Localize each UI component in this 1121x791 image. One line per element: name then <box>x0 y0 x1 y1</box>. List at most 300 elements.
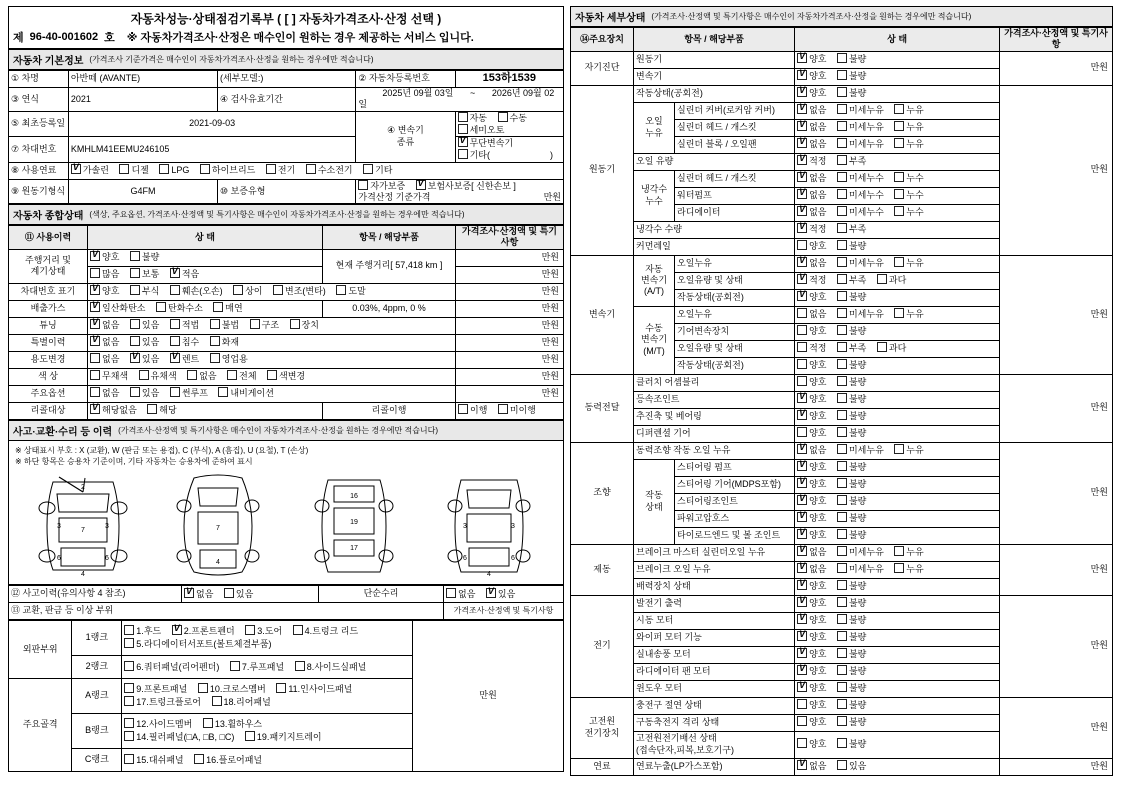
accident-yes[interactable]: 있음 <box>224 588 253 600</box>
shaft-bad[interactable]: 불량 <box>837 410 866 422</box>
section-basic-info <box>8 49 564 70</box>
at-level-high[interactable]: 과다 <box>877 274 906 286</box>
overall-col-state: 상 태 <box>88 226 323 250</box>
item-common-rail: 커먼레일 <box>634 238 795 255</box>
brake-oil-minor[interactable]: 미세누유 <box>837 563 884 575</box>
recall-notdone[interactable]: 미이행 <box>498 404 536 416</box>
booster-bad[interactable]: 불량 <box>837 580 866 592</box>
overall-col-use: ⑪ 사용이력 <box>9 226 88 250</box>
brake-oil-leak[interactable]: 누유 <box>894 563 923 575</box>
emission-hc[interactable]: 탄화수소 <box>156 302 203 314</box>
usechange-rent[interactable]: V 렌트 <box>170 353 199 365</box>
fuel-options <box>68 162 563 179</box>
odo-normal[interactable]: 보통 <box>130 268 159 280</box>
row-recall-label: 리콜대상 <box>9 402 88 419</box>
detail-col-state: 상 태 <box>795 28 1000 52</box>
item-clutch: 클러치 어셈블리 <box>634 374 795 391</box>
detail-col-item: 항목 / 해당부품 <box>634 28 795 52</box>
vin-altered[interactable]: 변조(변타) <box>273 285 326 297</box>
special-yes[interactable]: 있음 <box>130 336 159 348</box>
trans-opt-other[interactable]: 기타( ) <box>458 149 553 161</box>
rad-minor[interactable]: 미세누수 <box>837 206 884 218</box>
chg-oil-minor[interactable]: 미세누유 <box>837 121 884 133</box>
svg-text:6: 6 <box>56 554 61 562</box>
diff-good[interactable]: 양호 <box>797 427 826 439</box>
part-front-panel[interactable]: 9.프론트패널 <box>124 683 187 695</box>
tuning-illegal[interactable]: 불법 <box>210 319 239 331</box>
mt-gear-bad[interactable]: 불량 <box>837 325 866 337</box>
options-none[interactable]: 없음 <box>90 387 119 399</box>
common-rail-bad[interactable]: 불량 <box>837 240 866 252</box>
state-cyl-block-oilpan <box>795 136 1000 153</box>
item-charge-port-insulation: 충전구 절연 상태 <box>634 697 795 714</box>
first-reg-label: ⑤ 최초등록일 <box>9 111 69 137</box>
state-booster <box>795 578 1000 595</box>
bmc-leak[interactable]: 누유 <box>894 546 923 558</box>
transmission-options-row2 <box>455 137 563 163</box>
doc-no-suffix: 호 <box>104 32 115 44</box>
warranty-options <box>356 179 564 204</box>
odo-state-bad[interactable]: 불량 <box>130 251 159 263</box>
odo-state-good[interactable]: V양호 <box>90 251 119 263</box>
mt-level-ok[interactable]: 적정 <box>797 342 826 354</box>
item-wiper-motor: 와이퍼 모터 기능 <box>634 629 795 646</box>
recall-none[interactable]: V 해당없음 <box>90 404 137 416</box>
trans-opt-semiauto[interactable]: 세미오토 <box>458 124 505 136</box>
emission-smoke[interactable]: 매연 <box>213 302 242 314</box>
car-diagram-top <box>158 472 278 580</box>
chg-coolant-minor[interactable]: 미세누수 <box>837 172 884 184</box>
state-starter-motor <box>795 612 1000 629</box>
window-bad[interactable]: 불량 <box>837 682 866 694</box>
group-electric: 전기 <box>571 595 634 697</box>
at-op-bad[interactable]: 불량 <box>837 291 866 303</box>
state-charge-port-insulation <box>795 697 1000 714</box>
fan-bad[interactable]: 불량 <box>837 665 866 677</box>
mt-op-good[interactable]: 양호 <box>797 359 826 371</box>
item-tie-rod-ball-joint: 타이로드엔드 및 볼 조인트 <box>675 527 795 544</box>
state-mt-operation <box>795 357 1000 374</box>
pump-none[interactable]: V 없음 <box>797 189 826 201</box>
vin-damage[interactable]: 훼손(오손) <box>170 285 223 297</box>
section-overall-title: 자동차 종합상태 <box>13 211 84 222</box>
svg-text:6: 6 <box>463 554 468 562</box>
color-none[interactable]: 없음 <box>187 370 216 382</box>
row-tuning-price: 만원 <box>456 317 564 334</box>
item-starter-motor: 시동 모터 <box>634 612 795 629</box>
svg-text:3: 3 <box>104 522 109 530</box>
state-steering-pump <box>795 459 1000 476</box>
wiper-good[interactable]: V 양호 <box>797 631 826 643</box>
trans-diag-bad[interactable]: 불량 <box>837 70 866 82</box>
row-special-label: 특별이력 <box>9 334 88 351</box>
state-engine-diag <box>795 51 1000 68</box>
state-steering-gear <box>795 476 1000 493</box>
trans-opt-cvt[interactable]: V무단변속기 <box>458 137 513 149</box>
row-tuning-label: 튜닝 <box>9 317 88 334</box>
tuning-none[interactable]: V 없음 <box>90 319 119 331</box>
state-tie-rod-ball-joint <box>795 527 1000 544</box>
cvjoint-bad[interactable]: 불량 <box>837 393 866 405</box>
special-flood[interactable]: 침수 <box>170 336 199 348</box>
batt-good[interactable]: 양호 <box>797 716 826 728</box>
special-none[interactable]: V 없음 <box>90 336 119 348</box>
fuel-opt-diesel[interactable]: 디젤 <box>119 164 148 176</box>
group-outer-panel: 외판부위 <box>9 620 72 678</box>
bmc-minor[interactable]: 미세누유 <box>837 546 884 558</box>
wiper-bad[interactable]: 불량 <box>837 631 866 643</box>
trans-diag-good[interactable]: V 양호 <box>797 70 826 82</box>
item-coolant-level: 냉각수 수량 <box>634 221 795 238</box>
svg-text:7: 7 <box>216 524 221 532</box>
year-label: ③ 연식 <box>9 88 69 112</box>
steer-gear-bad[interactable]: 불량 <box>837 478 866 490</box>
item-cyl-head-gasket-oil: 실린더 헤드 / 개스킷 <box>675 119 795 136</box>
pump-leak[interactable]: 누수 <box>894 189 923 201</box>
engine-idle-bad[interactable]: 불량 <box>837 87 866 99</box>
section-detail-note: (가격조사·산정액 및 특기사항은 매수인이 자동차가격조사·산정을 원하는 경우에만 적습니다) <box>651 12 972 21</box>
subgroup-oil-leak: 오일 누유 <box>634 102 675 153</box>
chg-coolant-none[interactable]: V 없음 <box>797 172 826 184</box>
options-yes[interactable]: 있음 <box>130 387 159 399</box>
part-roof-panel[interactable]: 7.루프패널 <box>230 661 284 673</box>
item-cyl-head-gasket-coolant: 실린더 헤드 / 개스킷 <box>675 170 795 187</box>
vin-mismatch[interactable]: 상이 <box>233 285 262 297</box>
item-radiator-fan-motor: 라디에이터 팬 모터 <box>634 663 795 680</box>
mt-level-high[interactable]: 과다 <box>877 342 906 354</box>
odo-few[interactable]: V 적음 <box>170 268 199 280</box>
batt-bad[interactable]: 불량 <box>837 716 866 728</box>
accident-none[interactable]: V 없음 <box>184 588 213 600</box>
inspect-label: ④ 검사유효기간 <box>218 88 356 112</box>
fuel-leak-yes[interactable]: 있음 <box>837 760 866 772</box>
rank-c: C랭크 <box>72 748 122 771</box>
fuel-opt-hybrid[interactable]: 하이브리드 <box>200 164 255 176</box>
state-alternator <box>795 595 1000 612</box>
warranty-label: ⑩ 보증유형 <box>218 179 356 204</box>
fan-good[interactable]: V 양호 <box>797 665 826 677</box>
engine-value: G4FM <box>68 179 217 204</box>
part-rear-panel[interactable]: 18.리어패널 <box>212 696 271 708</box>
tuning-legal[interactable]: 적법 <box>170 319 199 331</box>
recall-yes[interactable]: 해당 <box>147 404 176 416</box>
part-pillar-panel[interactable]: 14.필러패널(□A, □B, □C) <box>124 731 234 743</box>
block-minor[interactable]: 미세누유 <box>837 138 884 150</box>
pump-minor[interactable]: 미세누수 <box>837 189 884 201</box>
rocker-none[interactable]: V 없음 <box>797 104 826 116</box>
chg-oil-leak[interactable]: 누유 <box>894 121 923 133</box>
bmc-none[interactable]: V 없음 <box>797 546 826 558</box>
row-recall-state <box>88 402 323 419</box>
rad-leak[interactable]: 누수 <box>894 206 923 218</box>
state-power-hose <box>795 510 1000 527</box>
hvwire-bad[interactable]: 불량 <box>837 738 866 750</box>
svg-text:4: 4 <box>487 570 492 578</box>
engine-label: ⑨ 원동기형식 <box>9 179 69 204</box>
clutch-good[interactable]: 양호 <box>797 376 826 388</box>
mt-op-bad[interactable]: 불량 <box>837 359 866 371</box>
item-engine-diag: 원동기 <box>634 51 795 68</box>
first-reg-value: 2021-09-03 <box>68 111 356 137</box>
mt-oil-leak[interactable]: 누유 <box>894 308 923 320</box>
item-steering-pump: 스티어링 펌프 <box>675 459 795 476</box>
accident-history-label: ⑫ 사고이력(유의사항 4 참조) <box>9 585 182 602</box>
options-navigation[interactable]: 내비게이션 <box>218 387 273 399</box>
vin-erased[interactable]: 도말 <box>336 285 365 297</box>
engine-idle-good[interactable]: V 양호 <box>797 87 826 99</box>
car-diagram-rear <box>429 472 549 580</box>
part-cross-member[interactable]: 10.크로스멤버 <box>198 683 266 695</box>
mt-level-low[interactable]: 부족 <box>837 342 866 354</box>
part-floor-panel[interactable]: 16.플로어패널 <box>194 754 262 766</box>
row-usechange-price: 만원 <box>456 351 564 368</box>
reg-no-value: 153하1539 <box>455 71 563 88</box>
fuel-opt-lpg[interactable]: LPG <box>159 164 189 176</box>
state-propeller-shaft <box>795 408 1000 425</box>
item-mt-oil-level: 오일유량 및 상태 <box>675 340 795 357</box>
oil-level-ok[interactable]: V 적정 <box>797 155 826 167</box>
steer-joint-good[interactable]: V 양호 <box>797 495 826 507</box>
ps-minor[interactable]: 미세누유 <box>837 444 884 456</box>
item-at-oil-leak: 오일누유 <box>675 255 795 272</box>
state-water-pump <box>795 187 1000 204</box>
state-steering-joint <box>795 493 1000 510</box>
car-diagram-side <box>294 472 414 580</box>
section-accident-note: (가격조사·산정액 및 특기사항은 매수인이 자동차가격조사·산정을 원하는 경우에만 적습니다) <box>118 425 439 435</box>
color-all[interactable]: 전체 <box>227 370 256 382</box>
part-dash-panel[interactable]: 15.대쉬패널 <box>124 754 183 766</box>
hvwire-good[interactable]: 양호 <box>797 738 826 750</box>
blower-good[interactable]: V 양호 <box>797 648 826 660</box>
alt-good[interactable]: V 양호 <box>797 597 826 609</box>
shaft-good[interactable]: V 양호 <box>797 410 826 422</box>
starter-good[interactable]: V 양호 <box>797 614 826 626</box>
state-clutch <box>795 374 1000 391</box>
rank-1: 1랭크 <box>72 620 122 655</box>
part-trunk-lid[interactable]: 4.트렁크 리드 <box>293 625 359 637</box>
usechange-business[interactable]: 영업용 <box>210 353 248 365</box>
item-alternator: 발전기 출력 <box>634 595 795 612</box>
rank-b-items <box>122 713 413 748</box>
group-fuel: 연료 <box>571 758 634 775</box>
emission-co[interactable]: V 일산화탄소 <box>90 302 145 314</box>
tuning-structure[interactable]: 구조 <box>250 319 279 331</box>
brake-oil-none[interactable]: V 없음 <box>797 563 826 575</box>
tuning-device[interactable]: 장치 <box>290 319 319 331</box>
odo-many[interactable]: 많음 <box>90 268 119 280</box>
ps-leak[interactable]: 누유 <box>894 444 923 456</box>
item-trans-diag: 변속기 <box>634 68 795 85</box>
group-transmission: 변속기 <box>571 255 634 374</box>
transmission-options-row1 <box>455 111 563 137</box>
row-recall-item: 리콜이행 <box>323 402 456 419</box>
usechange-yes[interactable]: V 있음 <box>130 353 159 365</box>
rocker-leak[interactable]: 누유 <box>894 104 923 116</box>
steer-pump-bad[interactable]: 불량 <box>837 461 866 473</box>
fuel-opt-other[interactable]: 기타 <box>363 164 392 176</box>
part-trunk-floor[interactable]: 17.트렁크플로어 <box>124 696 201 708</box>
tierod-bad[interactable]: 불량 <box>837 529 866 541</box>
diff-bad[interactable]: 불량 <box>837 427 866 439</box>
ps-none[interactable]: V 없음 <box>797 444 826 456</box>
common-rail-good[interactable]: 양호 <box>797 240 826 252</box>
state-common-rail <box>795 238 1000 255</box>
color-chromatic[interactable]: 유채색 <box>139 370 177 382</box>
accident-history-options <box>182 585 319 602</box>
section-overall <box>8 204 564 225</box>
coolant-level-low[interactable]: 부족 <box>837 223 866 235</box>
exchange-area-label: ⑬ 교환, 판금 등 이상 부위 <box>9 602 444 619</box>
rocker-minor[interactable]: 미세누유 <box>837 104 884 116</box>
accident-history-table <box>8 585 564 620</box>
vin-good[interactable]: V 양호 <box>90 285 119 297</box>
row-color-price: 만원 <box>456 368 564 385</box>
simple-repair-none[interactable]: 없음 <box>446 588 475 600</box>
row-odometer-state2 <box>88 266 323 283</box>
alt-bad[interactable]: 불량 <box>837 597 866 609</box>
svg-text:6: 6 <box>511 554 516 562</box>
trans-opt-manual[interactable]: 수동 <box>498 112 527 124</box>
power-hose-bad[interactable]: 불량 <box>837 512 866 524</box>
row-emission-state <box>88 300 323 317</box>
steer-joint-bad[interactable]: 불량 <box>837 495 866 507</box>
item-mt-operation: 작동상태(공회전) <box>675 357 795 374</box>
steer-pump-good[interactable]: V 양호 <box>797 461 826 473</box>
charge-bad[interactable]: 불량 <box>837 699 866 711</box>
trans-opt-auto[interactable]: 자동 <box>458 112 487 124</box>
rank-a: A랭크 <box>72 678 122 713</box>
engine-diag-bad[interactable]: 불량 <box>837 53 866 65</box>
part-hood[interactable]: 1.후드 <box>124 625 161 637</box>
svg-text:4: 4 <box>216 558 221 566</box>
rank-1-items <box>122 620 413 655</box>
tierod-good[interactable]: V 양호 <box>797 529 826 541</box>
exchange-price-value: 만원 <box>413 620 564 771</box>
item-mt-oil-leak: 오일누유 <box>675 306 795 323</box>
car-diagrams <box>15 472 557 580</box>
at-oil-leak[interactable]: 누유 <box>894 257 923 269</box>
overall-table <box>8 225 564 420</box>
fuel-opt-electric[interactable]: 전기 <box>266 164 295 176</box>
part-door[interactable]: 3.도어 <box>245 625 282 637</box>
mt-oil-minor[interactable]: 미세누유 <box>837 308 884 320</box>
simple-repair-options <box>444 585 564 602</box>
item-power-steering-leak: 동력조향 작동 오일 누유 <box>634 442 795 459</box>
engine-diag-good[interactable]: V 양호 <box>797 53 826 65</box>
steer-gear-good[interactable]: V 양호 <box>797 478 826 490</box>
mt-oil-none[interactable]: 없음 <box>797 308 826 320</box>
coolant-level-ok[interactable]: V 적정 <box>797 223 826 235</box>
fuel-opt-hydrogen[interactable]: 수소전기 <box>306 164 353 176</box>
right-column <box>570 6 1113 785</box>
at-oil-minor[interactable]: 미세누유 <box>837 257 884 269</box>
part-inside-panel[interactable]: 11.인사이드패널 <box>276 683 352 695</box>
booster-good[interactable]: V 양호 <box>797 580 826 592</box>
basic-info-table <box>8 70 564 204</box>
rank-a-items <box>122 678 413 713</box>
price-fuel: 만원 <box>1000 758 1113 775</box>
car-diagram-front <box>23 472 143 580</box>
section-basic-title: 자동차 기본정보 <box>13 56 84 67</box>
doc-no-label: 제 <box>13 32 24 44</box>
part-quarter-panel[interactable]: 6.쿼터패널(리어펜더) <box>124 661 219 673</box>
cvjoint-good[interactable]: V 양호 <box>797 393 826 405</box>
clutch-bad[interactable]: 불량 <box>837 376 866 388</box>
state-coolant-level <box>795 221 1000 238</box>
item-engine-idle: 작동상태(공회전) <box>634 85 795 102</box>
part-radiator-support[interactable]: 5.라디에이터서포트(볼트체결부품) <box>124 638 271 650</box>
state-at-oil-leak <box>795 255 1000 272</box>
row-vin-price: 만원 <box>456 283 564 300</box>
document-header <box>8 6 564 49</box>
oil-level-low[interactable]: 부족 <box>837 155 866 167</box>
state-mt-gear-shift <box>795 323 1000 340</box>
legend-symbols: ※ 상태표시 부호 : X (교환), W (판금 또는 용접), C (부식), A (흠집), U (요철), T (손상) <box>15 445 309 455</box>
recall-done[interactable]: 이행 <box>458 404 487 416</box>
rad-none[interactable]: V 없음 <box>797 206 826 218</box>
power-hose-good[interactable]: V 양호 <box>797 512 826 524</box>
chg-coolant-leak[interactable]: 누수 <box>894 172 923 184</box>
blower-bad[interactable]: 불량 <box>837 648 866 660</box>
svg-text:4: 4 <box>80 570 85 578</box>
chg-oil-none[interactable]: V 없음 <box>797 121 826 133</box>
state-oil-level <box>795 153 1000 170</box>
fuel-leak-none[interactable]: V 없음 <box>797 760 826 772</box>
vin-corrosion[interactable]: 부식 <box>130 285 159 297</box>
block-leak[interactable]: 누유 <box>894 138 923 150</box>
mt-gear-good[interactable]: 양호 <box>797 325 826 337</box>
row-usechange-label: 용도변경 <box>9 351 88 368</box>
fuel-opt-gasoline[interactable]: V 가솔린 <box>71 164 109 176</box>
warranty-opt-self[interactable]: 자가보증 <box>358 180 405 192</box>
block-none[interactable]: V 없음 <box>797 138 826 150</box>
row-color-label: 색 상 <box>9 368 88 385</box>
warranty-opt-insurer[interactable]: V 보험사보증[ 신한손보 ] <box>416 180 516 192</box>
tuning-yes[interactable]: 있음 <box>130 319 159 331</box>
part-wheel-house[interactable]: 13.휠하우스 <box>203 718 262 730</box>
document-title: 자동차성능·상태점검기록부 ( [ ] 자동차가격조사·산정 선택 ) <box>130 12 442 26</box>
at-level-low[interactable]: 부족 <box>837 274 866 286</box>
row-emission-values: 0.03%, 4ppm, 0 % <box>323 300 456 317</box>
price-self-diagnosis: 만원 <box>1000 51 1113 85</box>
at-level-ok[interactable]: V 적정 <box>797 274 826 286</box>
state-radiator <box>795 204 1000 221</box>
item-power-hose: 파워고압호스 <box>675 510 795 527</box>
at-oil-none[interactable]: V 없음 <box>797 257 826 269</box>
rank-b: B랭크 <box>72 713 122 748</box>
starter-bad[interactable]: 불량 <box>837 614 866 626</box>
row-vin-label: 차대번호 표기 <box>9 283 88 300</box>
part-side-sill-panel[interactable]: 8.사이드실패널 <box>295 661 367 673</box>
part-front-fender[interactable]: V 2.프론트펜더 <box>172 625 235 637</box>
special-fire[interactable]: 화재 <box>210 336 239 348</box>
state-fuel-leak <box>795 758 1000 775</box>
item-oil-level: 오일 유량 <box>634 153 795 170</box>
row-options-label: 주요옵션 <box>9 385 88 402</box>
at-op-good[interactable]: V 양호 <box>797 291 826 303</box>
options-sunroof[interactable]: 썬루프 <box>170 387 208 399</box>
part-package-tray[interactable]: 19.패키지트레이 <box>245 731 322 743</box>
color-achromatic[interactable]: 무채색 <box>90 370 128 382</box>
usechange-none[interactable]: 없음 <box>90 353 119 365</box>
state-mt-oil-level <box>795 340 1000 357</box>
simple-repair-yes[interactable]: V 있음 <box>486 588 515 600</box>
part-side-member[interactable]: 12.사이드멤버 <box>124 718 192 730</box>
svg-text:7: 7 <box>80 526 85 534</box>
color-changed[interactable]: 색변경 <box>267 370 305 382</box>
window-good[interactable]: V 양호 <box>797 682 826 694</box>
charge-good[interactable]: 양호 <box>797 699 826 711</box>
